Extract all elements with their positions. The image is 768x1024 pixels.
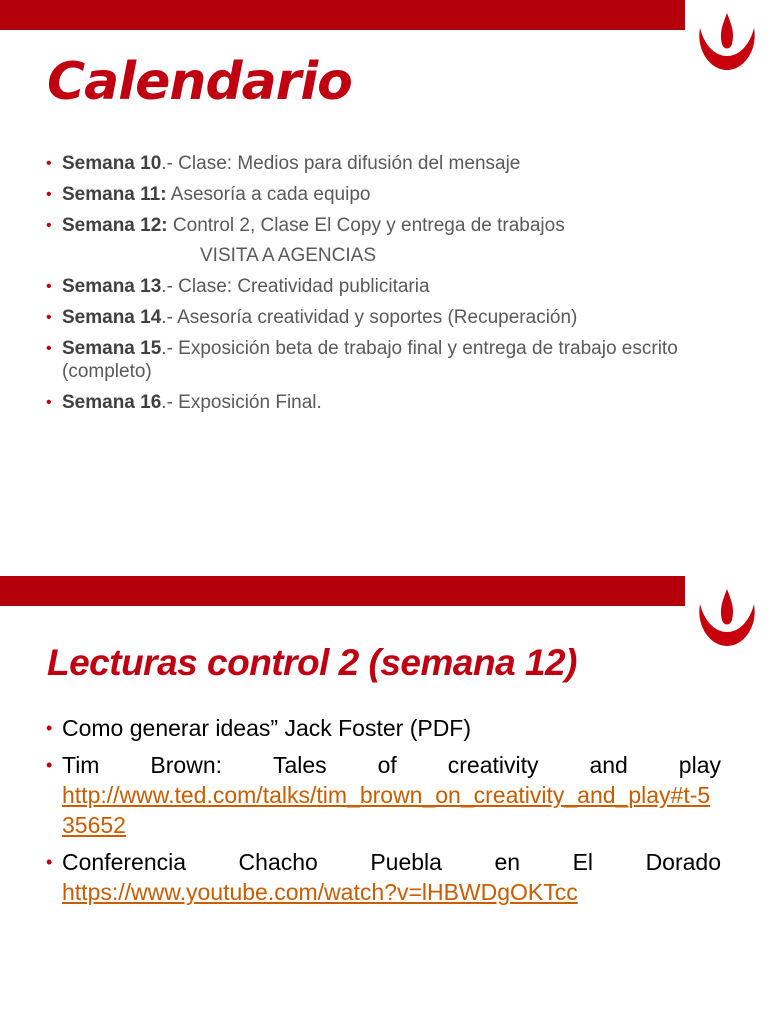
item-word: Chacho xyxy=(238,849,318,875)
item-word: Tales xyxy=(272,752,327,778)
item-word: Brown: xyxy=(150,752,223,778)
item-word: and xyxy=(589,752,628,778)
item-word: of xyxy=(377,752,397,778)
list-item xyxy=(46,306,746,329)
item-week: Semana 12: xyxy=(62,215,168,236)
bullet-icon: • xyxy=(46,394,52,411)
item-text: .- Exposición beta de trabajo final y entrega de trabajo escrito (completo) xyxy=(62,338,678,382)
item-week: Semana 15 xyxy=(62,338,162,359)
item-week: Semana 14 xyxy=(62,307,162,328)
bullet-icon: • xyxy=(46,186,52,203)
list-item xyxy=(46,847,721,907)
bullet-icon: • xyxy=(46,217,52,234)
bullet-icon: • xyxy=(46,755,53,775)
item-subtext: VISITA A AGENCIAS xyxy=(200,245,377,266)
item-word: play xyxy=(678,752,721,778)
list-item xyxy=(46,713,721,743)
bullet-icon: • xyxy=(46,340,52,357)
top-bar xyxy=(0,0,685,30)
item-week: Semana 10 xyxy=(62,153,162,174)
list-item xyxy=(46,214,746,267)
item-text-row xyxy=(62,847,721,877)
item-word: creativity xyxy=(447,752,539,778)
list-item xyxy=(46,183,746,206)
top-bar xyxy=(0,576,685,606)
item-text: .- Clase: Medios para difusión del mensaje xyxy=(161,153,521,174)
item-text: .- Asesoría creatividad y soportes (Recuperación) xyxy=(161,307,578,328)
item-text: Como generar ideas” Jack Foster (PDF) xyxy=(62,715,472,741)
university-logo-icon xyxy=(692,10,762,76)
item-text: .- Clase: Creatividad publicitaria xyxy=(161,276,430,297)
university-logo-icon xyxy=(692,586,762,652)
bullet-icon: • xyxy=(46,155,52,172)
calendar-list xyxy=(46,152,746,422)
bullet-icon: • xyxy=(46,852,53,872)
ted-talk-link[interactable]: http://www.ted.com/talks/tim_brown_on_creativity_and_play#t-535652 xyxy=(62,782,711,838)
list-item xyxy=(46,337,746,383)
item-word: Tim xyxy=(62,752,100,778)
youtube-link[interactable]: https://www.youtube.com/watch?v=lHBWDgOKTcc xyxy=(62,879,578,905)
item-text-row xyxy=(62,750,721,780)
bullet-icon: • xyxy=(46,718,53,738)
item-word: El xyxy=(572,849,594,875)
list-item xyxy=(46,152,746,175)
item-week: Semana 13 xyxy=(62,276,162,297)
page-title: Lecturas control 2 (semana 12) xyxy=(47,642,577,683)
slide-lecturas xyxy=(0,576,768,1024)
item-word: Dorado xyxy=(645,849,721,875)
list-item xyxy=(46,391,746,414)
item-text: Control 2, Clase El Copy y entrega de trabajos xyxy=(167,215,565,236)
item-week: Semana 11: xyxy=(62,184,167,205)
readings-list xyxy=(46,713,721,914)
bullet-icon: • xyxy=(46,309,52,326)
page-title: Calendario xyxy=(47,52,352,112)
item-word: Puebla xyxy=(370,849,442,875)
item-week: Semana 16 xyxy=(62,392,162,413)
list-item xyxy=(46,750,721,840)
slide-calendario xyxy=(0,0,768,500)
item-text: Asesoría a cada equipo xyxy=(166,184,371,205)
bullet-icon: • xyxy=(46,278,52,295)
item-text: .- Exposición Final. xyxy=(161,392,322,413)
list-item xyxy=(46,275,746,298)
item-word: Conferencia xyxy=(62,849,187,875)
item-word: en xyxy=(494,849,521,875)
